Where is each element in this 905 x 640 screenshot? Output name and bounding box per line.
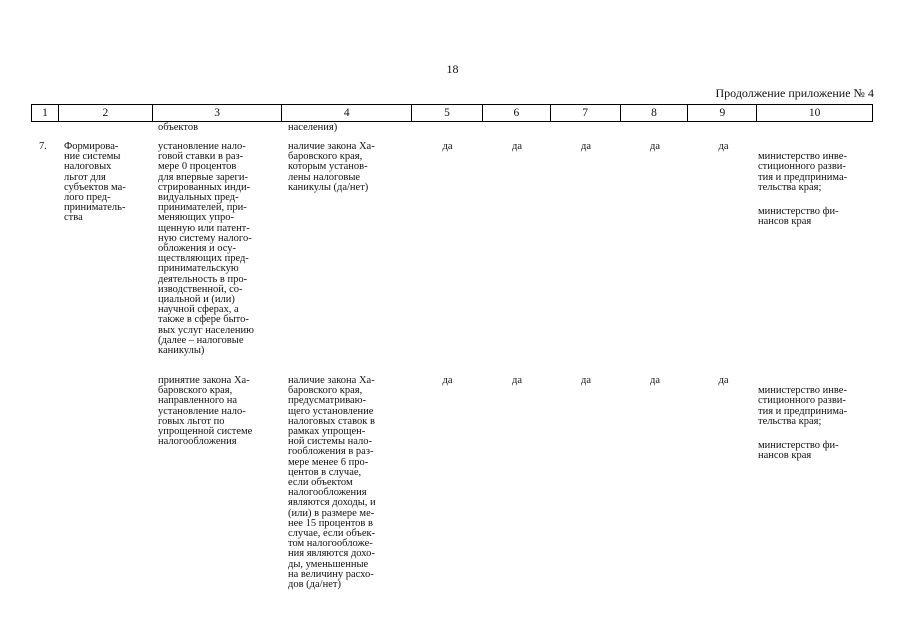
action-text-2: принятие закона Ха- баровского края, направленного на установление нало- говых льгот по упрощенной системе налогообложения: [158, 375, 253, 448]
page-number: 18: [446, 62, 459, 76]
carryover-col4: населения): [288, 122, 338, 133]
value-cell: да: [442, 141, 453, 152]
header-col-2: 2: [59, 105, 153, 121]
header-col-3: 3: [153, 105, 283, 121]
header-col-10: 10: [808, 107, 821, 119]
executor-ministry-finance: министерство фи- нансов края: [758, 440, 839, 462]
value-cell: да: [442, 375, 453, 386]
value-cell: да: [580, 375, 591, 386]
value-cell: да: [649, 141, 660, 152]
executor-ministry-investment: министерство инве- стиционного разви- тия и предпринима- тельства края;: [758, 151, 848, 193]
header-col-4: 4: [282, 105, 412, 121]
executor-block-2: [758, 376, 872, 472]
row-number: 7.: [39, 141, 47, 152]
value-cell: да: [649, 375, 660, 386]
executor-ministry-finance: министерство фи- нансов края: [758, 206, 839, 228]
executor-ministry-investment: министерство инве- стиционного разви- тия и предпринима- тельства края;: [758, 385, 848, 427]
continuation-label: Продолжение приложение № 4: [715, 86, 874, 100]
value-cell: да: [580, 141, 591, 152]
action-text-1: установление нало- говой ставки в раз- мере 0 процентов для впервые зареги- стрированных инди- видуальных пред- принимателей, при- меняющих упро- щенную или патент- ную систему налого- обложения и осу- ществляющих пред- принимательскую деятельность в про- изводственной, со- циальной и (или) научной сферах, а также в сфере быто- вых услуг населению (далее – налоговые каникулы): [158, 141, 254, 357]
header-col-5: 5: [412, 105, 483, 121]
value-cell: да: [718, 375, 729, 386]
indicator-text-2: наличие закона Ха- баровского края, предусматриваю- щего установление налоговых ставок в рамках упрощен- ной системы нало- гообложения в раз- мере менее 6 про- центов в случае, если объектом налогообложения являются доходы, и (или) в размере ме- нее 15 процентов в случае, если объек- том налогообложе- ния являются дохо- ды, уменьшенные на величину расхо- дов (да/нет): [288, 375, 376, 591]
header-col-7: 7: [551, 105, 621, 121]
table-header-row: [31, 104, 873, 122]
header-col-9: 9: [688, 105, 757, 121]
header-col-6: 6: [483, 105, 551, 121]
measure-text: Формирова- ние системы налоговых льгот для субъектов ма- лого пред- приниматель- ства: [64, 141, 126, 224]
header-col-1: 1: [32, 105, 59, 121]
header-col-8: 8: [621, 105, 689, 121]
executor-block-1: [758, 142, 872, 238]
value-cell: да: [511, 141, 522, 152]
value-cell: да: [511, 375, 522, 386]
value-cell: да: [718, 141, 729, 152]
carryover-col3: объектов: [158, 122, 199, 133]
indicator-text-1: наличие закона Ха- баровского края, которым установ- лены налоговые каникулы (да/нет): [288, 141, 375, 193]
